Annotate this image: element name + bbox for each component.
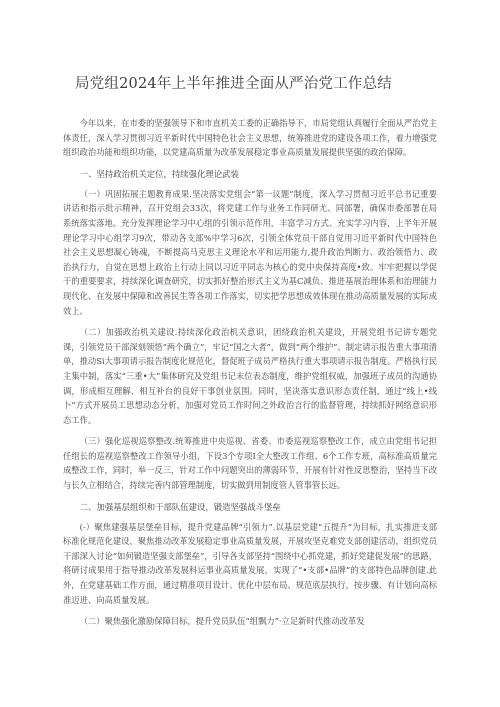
intro-paragraph: 今年以来，在市委的坚强领导下和市直机关工委的正确指导下，市局党组认真履行全面从严治党主体责任，深入学习贯彻习近平新时代中国特色社会主义思想，统筹推进党的建设各项工作，着力增强党组织政治功能和组织功能，以党建高质量为改革发展稳定事业高质量发展提供坚强的政治保障。 (63, 118, 437, 158)
section-2-paragraph-2: （二）聚焦强化激励保障目标，提升党员队伍“组飘力”·立足新时代推动改革发 (79, 616, 365, 627)
section-2-paragraph-1: (-）聚焦建强基层堡垒目标，提升党建品牌“引领力”.以基层党建“五提升”为目标，扎实推进支部标准化规范化建设，聚焦推动改革发展稳定事业高质量发展，开展攻坚克难党支部创建活动，组织党员干部深入讨论“如何锻造坚强支部堡垒”，引导各支部坚持“围绕中心抓党建，抓好党建促发展”的思路，将研讨成果用于指导推动改革发展科运事业高质量发展，实现了“•支部•品牌”的支部特色品牌创建.此外，在党建基础工作方面，通过精准项目设计、优化中层布局、规范底层执行，按步骤、有计划向高标准迈进、向高质量发展。 (63, 521, 437, 605)
document-title: 局党组2024年上半年推进全面从严治党工作总结 (75, 76, 392, 92)
section-1-paragraph-2: （二）加强政治机关建设.持续深化政治机关意识，团绕政治机关建设，开展党组书记讲专题党课，引领党员干部深刻领悟“两个确立”，牢记“国之大者”，做到“两个维护”。制定请示报告重大事项清单，推动Si大事项请示报告制度化规范化，督促班子成员严格执行重大事项请示报告制度。严格执行民主集中制，落实“三重•大”集体研究及党组书记末位表态制度，维护党组权威，加强班子成员的沟通协调，形成相互理解、相互补台的良好干事创业氛围。同时，坚决落实意识形态责任制，通过“线上•线卜”方式开展员工思想动态分析，加强对党员工作时间之外政治言行的监督管理，持续抓好网络意识形态工作。 (63, 327, 437, 425)
section-1-paragraph-1: （一）巩固拓展主题教育成果.坚决落实党组会“第一议题”制度，深入学习贯彻习近平总书记重要讲话和指示批示精神，召开党组会33次，将党建工作与业务工作同研尤、同部署，确保市委部署在局系统落实落地。充分发挥理论学习中心组的引领示范作用，丰富学习方式、充实学习内容，上半年开展理论学习中心组学习9次，带动各支部%中学习6次，引领全体党员干部自觉用习近平新时代中国特色社会主义思想凝心铸魂，不断提高马克思主义理论水平和运用能力,提升政治判断力、政治领悟力、政治执行力，自觉在思想上政治上行动上同以习近平同志为核心的党中央保持高度•致。牢牢把握以学促干的重要要求，持续深化调查研究，切实抓好整治形式主义为基C减负、推进基展治理体系和治理能力现代化、在发展中保障和改善民生等各项工作落实，切实把学思想成效体现在推动高质量发展的实际成效上。 (63, 188, 437, 316)
section-1-paragraph-3: （三）强化巡视巡察整改.统筹推进中央巡视、省委、市委巡视巡察整改工作，成立由党组书记担任组长的巡视巡察整改工作领导小组，下设3个专项I全大整改工作组、6个工作专班，高标准高质量完成整改工作，同时，举一反三，针对工作中问题突出的薄弱环节，开展有针对性反思整治，坚持当下改与长久立相结合，持续完善内部管理制度，切实做到用制度管人管事管长远。 (63, 436, 437, 491)
section-2-heading: 二、加强基层组织和干部队伍建设，锻造坚强战斗堡垒 (79, 501, 281, 512)
section-1-heading: 一、坚持政治机关定位，持续强化理论武装 (79, 168, 239, 179)
